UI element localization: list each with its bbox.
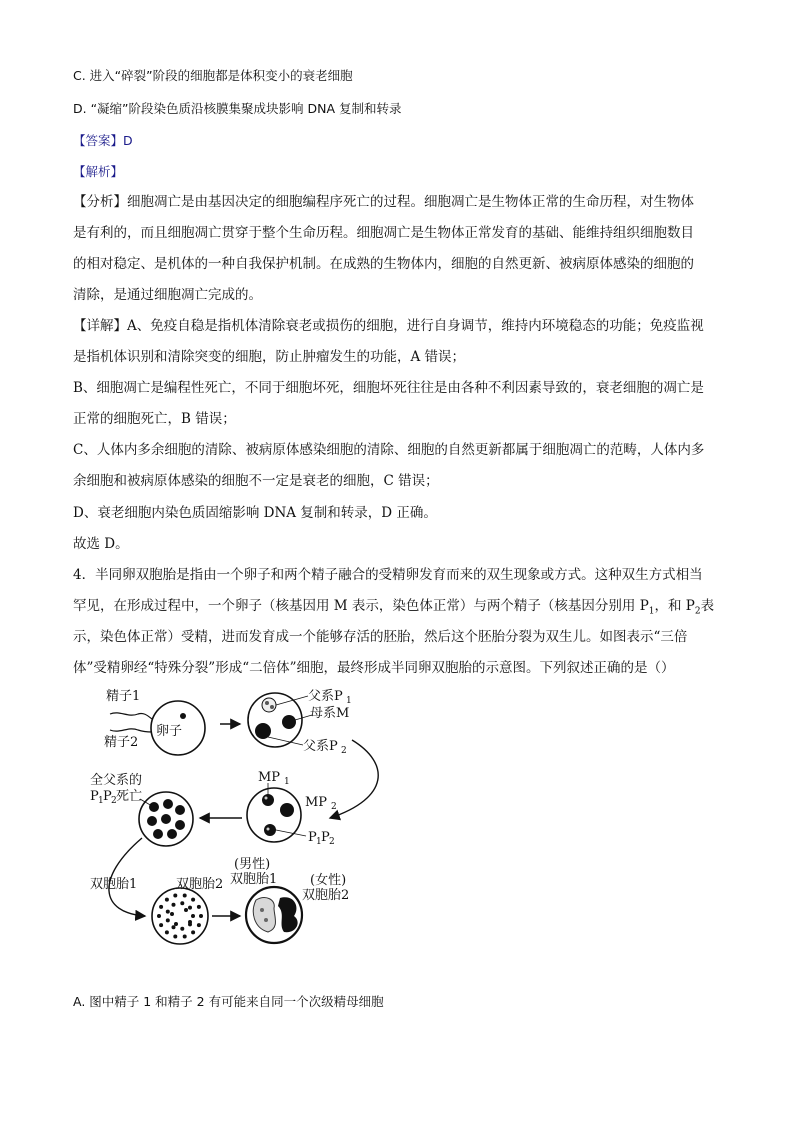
detail-line-1: 【详解】A、免疫自稳是指机体清除衰老或损伤的细胞，进行自身调节，维持内环境稳态的功能；免疫监视	[73, 318, 704, 334]
cell-dot	[165, 898, 169, 902]
blastocyst-cell	[152, 888, 208, 944]
analysis-line-4: 清除，是通过细胞凋亡完成的。	[73, 287, 262, 303]
cell-dot	[180, 901, 184, 905]
question-4-line-4: 体”受精卵经“特殊分裂”形成“二倍体”细胞，最终形成半同卵双胞胎的示意图。下列叙述正确的是（）	[73, 660, 675, 676]
analysis-header: 【解析】	[73, 164, 124, 179]
question-4-line-1: 4．半同卵双胞胎是指由一个卵子和两个精子融合的受精卵发育而来的双生现象或方式。这种双生方式相当	[73, 567, 703, 583]
label-twin2-top: 双胞胎2	[176, 877, 224, 892]
svg-text:P: P	[90, 789, 99, 804]
cell-dot	[184, 908, 188, 912]
cell-dot	[165, 930, 169, 934]
svg-text:2: 2	[111, 796, 117, 806]
analysis-line-3: 的相对稳定、是机体的一种自我保护机制。在成熟的生物体内，细胞的自然更新、被病原体感染的细胞的	[73, 256, 694, 272]
cell-dot	[170, 912, 174, 916]
label-female: (女性)	[310, 873, 347, 888]
cell-dot	[199, 914, 203, 918]
svg-text:父系P: 父系P	[303, 739, 338, 754]
svg-text:全父系的: 全父系的	[90, 773, 143, 788]
svg-text:精子1: 精子1	[106, 689, 141, 704]
svg-text:精子2: 精子2	[104, 735, 139, 750]
cell-dot	[172, 925, 176, 929]
cell-dot	[157, 914, 161, 918]
detail-d-line: D、衰老细胞内染色质固缩影响 DNA 复制和转录，D 正确。	[73, 505, 437, 521]
detail-c-line-1: C、人体内多余细胞的清除、被病原体感染细胞的清除、细胞的自然更新都属于细胞凋亡的范畴，人体内多	[73, 442, 705, 458]
twin-formation-diagram	[90, 688, 390, 950]
cell-dot	[197, 905, 201, 909]
option-c: C. 进入“碎裂”阶段的细胞都是体积变小的衰老细胞	[73, 68, 353, 83]
cell-dot	[197, 923, 201, 927]
svg-text:P: P	[308, 830, 317, 845]
svg-text:2: 2	[329, 837, 335, 847]
svg-text:P: P	[321, 830, 330, 845]
twins-cell	[246, 887, 302, 943]
cell-dot	[188, 920, 192, 924]
cell-dot	[173, 894, 177, 898]
svg-text:2: 2	[341, 746, 347, 756]
label-twin1-top: 双胞胎1	[90, 877, 138, 892]
svg-text:父系P: 父系P	[308, 689, 343, 704]
cell-dot	[183, 935, 187, 939]
svg-text:1: 1	[284, 777, 290, 787]
cell-dot	[183, 894, 187, 898]
svg-text:MP: MP	[305, 795, 328, 810]
label-mp2	[305, 795, 337, 812]
label-all-paternal	[90, 773, 152, 806]
option-d: D. “凝缩”阶段染色质沿核膜集聚成块影响 DNA 复制和转录	[73, 101, 402, 116]
cell-dot	[159, 923, 163, 927]
cell-dot	[191, 930, 195, 934]
cell-dot	[159, 905, 163, 909]
label-twin1-bottom: 双胞胎1	[230, 872, 278, 887]
cell-dot	[188, 906, 192, 910]
cell-dot	[191, 898, 195, 902]
question-4-line-3: 示，染色体正常）受精，进而发育成一个能够存活的胚胎，然后这个胚胎分裂为双生儿。如图表示“三倍	[73, 629, 688, 645]
detail-b-line-2: 正常的细胞死亡，B 错误；	[73, 411, 236, 427]
label-twin2-bottom: 双胞胎2	[302, 888, 350, 903]
cell-dot	[174, 922, 178, 926]
option-a: A. 图中精子 1 和精子 2 有可能来自同一个次级精母细胞	[73, 994, 384, 1009]
special-division-cell	[247, 788, 301, 842]
label-mother-m	[295, 706, 349, 721]
svg-text:死亡: 死亡	[116, 789, 143, 804]
egg-cell	[151, 701, 205, 755]
svg-text:1: 1	[316, 837, 322, 847]
svg-text:1: 1	[346, 696, 352, 706]
cell-dot	[166, 918, 170, 922]
detail-c-line-2: 余细胞和被病原体感染的细胞不一定是衰老的细胞，C 错误；	[73, 473, 439, 489]
cell-dot	[191, 914, 195, 918]
sperm-1	[106, 688, 152, 719]
detail-line-2: 是指机体识别和清除突变的细胞，防止肿瘤发生的功能，A 错误；	[73, 349, 466, 365]
question-4-line-2: 罕见，在形成过程中，一个卵子（核基因用 M 表示，染色体正常）与两个精子（核基因分别用 $P_1$，和 $P_2$表	[73, 598, 715, 617]
label-male: (男性)	[234, 857, 271, 872]
svg-text:母系M: 母系M	[310, 706, 350, 721]
sperm-2	[104, 729, 152, 750]
cell-dot	[172, 903, 176, 907]
svg-text:2: 2	[331, 802, 337, 812]
cell-dot	[173, 935, 177, 939]
choose-line: 故选 D。	[73, 536, 129, 552]
answer: 【答案】D	[73, 133, 133, 148]
cleaved-cell	[139, 792, 193, 846]
cell-dot	[166, 910, 170, 914]
svg-text:MP: MP	[258, 770, 281, 785]
cell-dot	[180, 927, 184, 931]
analysis-line-1: 【分析】细胞凋亡是由基因决定的细胞编程序死亡的过程。细胞凋亡是生物体正常的生命历程，对生物体	[73, 194, 694, 210]
svg-text:1: 1	[98, 796, 104, 806]
svg-text:P: P	[103, 789, 112, 804]
analysis-line-2: 是有利的，而且细胞凋亡贯穿于整个生命历程。细胞凋亡是生物体正常发育的基础、能维持组织细胞数目	[73, 225, 694, 241]
detail-b-line-1: B、细胞凋亡是编程性死亡，不同于细胞坏死，细胞坏死往往是由各种不利因素导致的，衰老细胞的凋亡是	[73, 380, 704, 396]
svg-text:卵子: 卵子	[156, 724, 183, 739]
